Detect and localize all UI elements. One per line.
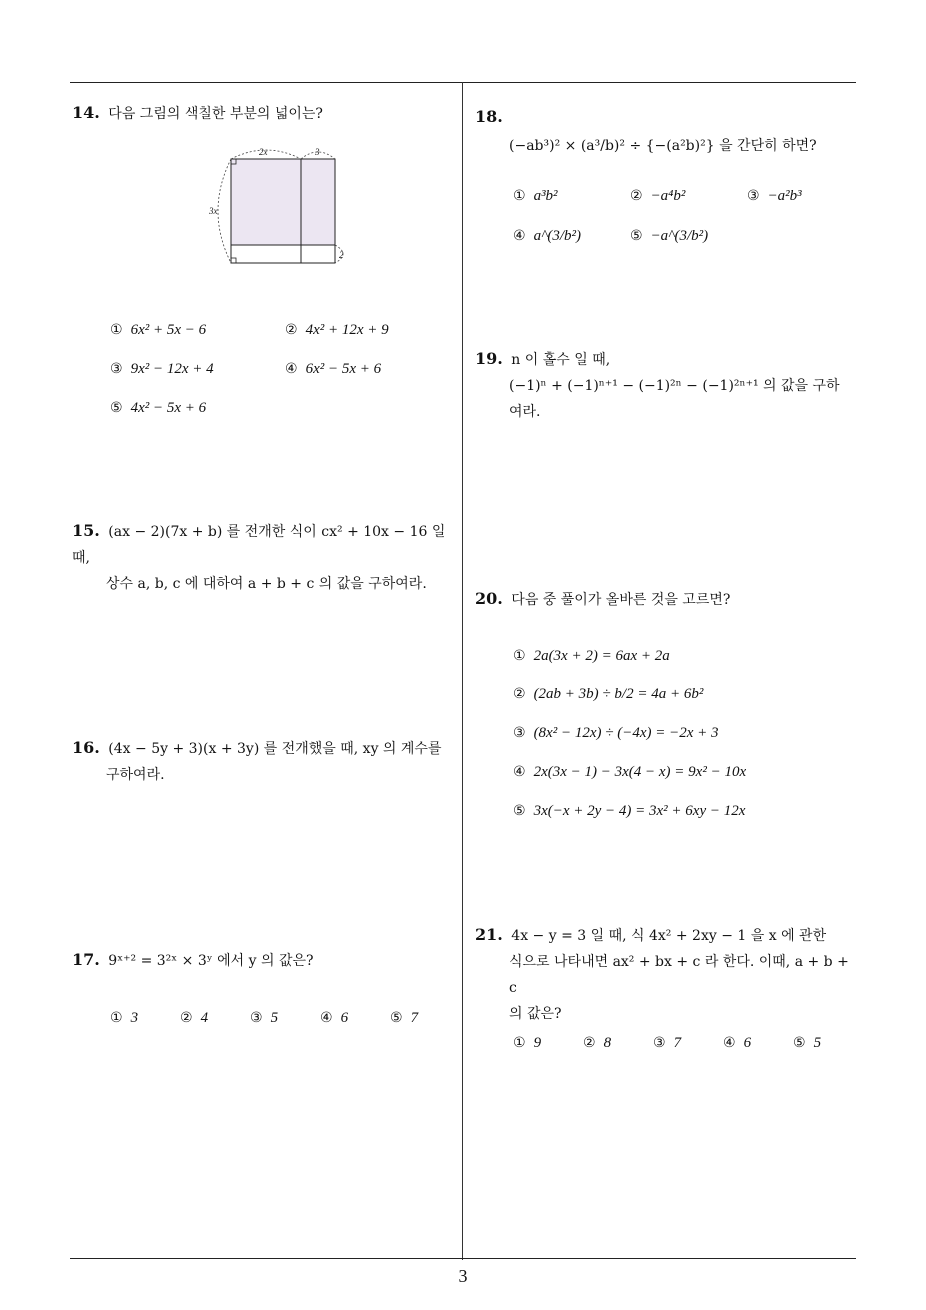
q21-choice-1[interactable]: ① 9 <box>513 1035 542 1051</box>
question-text-line2: 구하여라. <box>106 767 165 783</box>
question-17 <box>72 947 314 974</box>
question-number: 16. <box>72 738 100 757</box>
q14-choice-5[interactable]: ⑤ 4x² − 5x + 6 <box>110 400 207 416</box>
page-number: 3 <box>458 1266 468 1286</box>
question-text-line1: 4x − y = 3 일 때, 식 4x² + 2xy − 1 을 x 에 관한 <box>511 928 827 944</box>
label-2: 2 <box>339 250 344 260</box>
question-15 <box>72 518 458 597</box>
question-text-line2: (−1)ⁿ + (−1)ⁿ⁺¹ − (−1)²ⁿ − (−1)²ⁿ⁺¹ 의 값을 구하 <box>509 378 840 394</box>
question-text-line1: (4x − 5y + 3)(x + 3y) 를 전개했을 때, xy 의 계수를 <box>108 741 442 757</box>
label-3: 3 <box>315 147 320 157</box>
label-2x: 2x <box>259 147 268 157</box>
question-number: 15. <box>72 521 100 540</box>
question-number: 18. <box>475 107 503 126</box>
q14-choice-1[interactable]: ① 6x² + 5x − 6 <box>110 322 207 338</box>
q17-choice-3[interactable]: ③ 5 <box>250 1010 279 1026</box>
question-text: 9ˣ⁺² = 3²ˣ × 3ʸ 에서 y 의 값은? <box>108 953 314 969</box>
q18-choice-1[interactable]: ① a³b² <box>513 188 558 204</box>
column-divider <box>462 82 463 1260</box>
q17-choice-2[interactable]: ② 4 <box>180 1010 209 1026</box>
question-20 <box>475 586 730 613</box>
question-number: 20. <box>475 589 503 608</box>
top-rule <box>70 82 856 83</box>
question-text: 다음 그림의 색칠한 부분의 넓이는? <box>108 106 323 122</box>
question-text: 다음 중 풀이가 올바른 것을 고르면? <box>511 592 731 608</box>
q17-choice-5[interactable]: ⑤ 7 <box>390 1010 419 1026</box>
q20-choice-4[interactable]: ④ 2x(3x − 1) − 3x(4 − x) = 9x² − 10x <box>513 764 747 780</box>
bottom-rule <box>70 1258 856 1259</box>
question-text-line2: 식으로 나타내면 ax² + bx + c 라 한다. 이때, a + b + c <box>509 954 849 996</box>
question-number: 19. <box>475 349 503 368</box>
question-text-line2: 상수 a, b, c 에 대하여 a + b + c 의 값을 구하여라. <box>106 576 427 592</box>
question-number: 17. <box>72 950 100 969</box>
question-number: 21. <box>475 925 503 944</box>
question-text: (−ab³)² × (a³/b)² ÷ {−(a²b)²} 을 간단히 하면? <box>509 138 817 154</box>
q18-choice-2[interactable]: ② −a⁴b² <box>630 188 686 204</box>
q14-choice-2[interactable]: ② 4x² + 12x + 9 <box>285 322 389 338</box>
question-18 <box>475 104 855 159</box>
q17-choice-4[interactable]: ④ 6 <box>320 1010 349 1026</box>
q18-choice-3[interactable]: ③ −a²b³ <box>747 188 802 204</box>
q17-choice-1[interactable]: ① 3 <box>110 1010 139 1026</box>
q21-choice-5[interactable]: ⑤ 5 <box>793 1035 822 1051</box>
q20-choice-5[interactable]: ⑤ 3x(−x + 2y − 4) = 3x² + 6xy − 12x <box>513 803 746 819</box>
q20-choice-1[interactable]: ① 2a(3x + 2) = 6ax + 2a <box>513 648 670 664</box>
q21-choice-4[interactable]: ④ 6 <box>723 1035 752 1051</box>
question-14 <box>72 100 323 127</box>
label-3x: 3x <box>209 206 218 216</box>
question-text-line1: n 이 홀수 일 때, <box>511 352 611 368</box>
q21-choice-2[interactable]: ② 8 <box>583 1035 612 1051</box>
q18-choice-4[interactable]: ④ a^(3/b²) <box>513 228 582 244</box>
q18-choice-5[interactable]: ⑤ −a^(3/b²) <box>630 228 709 244</box>
question-16 <box>72 735 458 788</box>
q14-choice-3[interactable]: ③ 9x² − 12x + 4 <box>110 361 214 377</box>
q14-figure <box>205 143 365 273</box>
question-21 <box>475 922 860 1027</box>
question-19 <box>475 346 860 425</box>
q21-choice-3[interactable]: ③ 7 <box>653 1035 682 1051</box>
q20-choice-3[interactable]: ③ (8x² − 12x) ÷ (−4x) = −2x + 3 <box>513 725 719 741</box>
question-text-line1: (ax − 2)(7x + b) 를 전개한 식이 cx² + 10x − 16 일 때, <box>72 524 446 566</box>
question-text-line3: 여라. <box>509 404 541 420</box>
question-number: 14. <box>72 103 100 122</box>
q20-choice-2[interactable]: ② (2ab + 3b) ÷ b/2 = 4a + 6b² <box>513 686 704 702</box>
question-text-line3: 의 값은? <box>509 1006 562 1022</box>
q14-choice-4[interactable]: ④ 6x² − 5x + 6 <box>285 361 382 377</box>
